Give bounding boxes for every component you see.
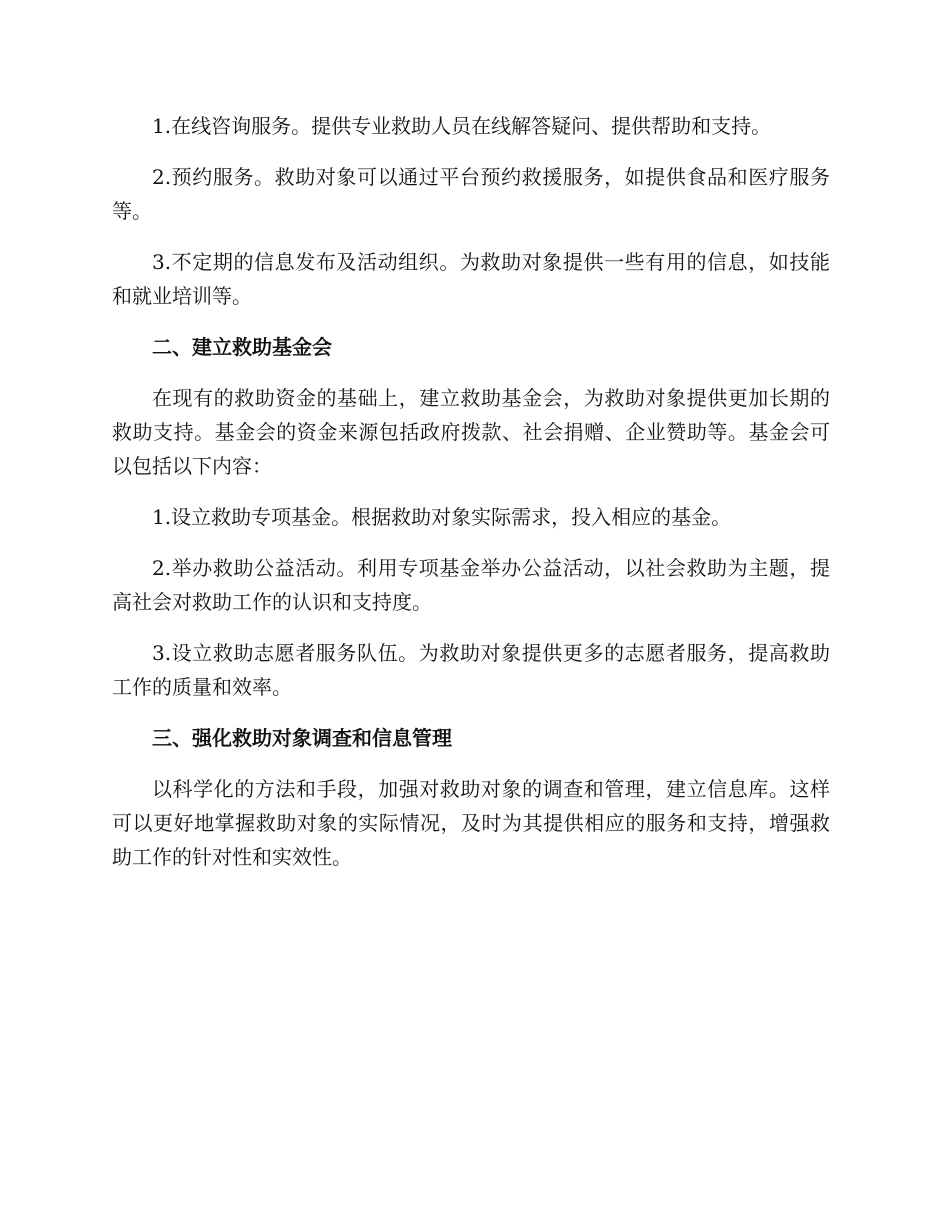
paragraph-foundation-intro: 在现有的救助资金的基础上，建立救助基金会，为救助对象提供更加长期的救助支持。基金会的资金来源包括政府拨款、社会捐赠、企业赞助等。基金会可以包括以下内容： — [112, 386, 830, 478]
section-heading-foundation: 二、建立救助基金会 — [152, 335, 332, 359]
paragraph-online-consulting: 1.在线咨询服务。提供专业救助人员在线解答疑问、提供帮助和支持。 — [152, 114, 772, 138]
paragraph-special-fund: 1.设立救助专项基金。根据救助对象实际需求，投入相应的基金。 — [152, 505, 732, 529]
paragraph-public-welfare: 2.举办救助公益活动。利用专项基金举办公益活动，以社会救助为主题，提高社会对救助工作的认识和支持度。 — [112, 556, 830, 614]
document-body — [112, 109, 830, 891]
paragraph-information-management: 以科学化的方法和手段，加强对救助对象的调查和管理，建立信息库。这样可以更好地掌握救助对象的实际情况，及时为其提供相应的服务和支持，增强救助工作的针对性和实效性。 — [112, 777, 830, 869]
paragraph-volunteer-team: 3.设立救助志愿者服务队伍。为救助对象提供更多的志愿者服务，提高救助工作的质量和效率。 — [112, 641, 830, 699]
paragraph-information-release: 3.不定期的信息发布及活动组织。为救助对象提供一些有用的信息，如技能和就业培训等。 — [112, 250, 830, 308]
section-heading-information-management: 三、强化救助对象调查和信息管理 — [152, 726, 452, 750]
paragraph-reservation-service: 2.预约服务。救助对象可以通过平台预约救援服务，如提供食品和医疗服务等。 — [112, 165, 830, 223]
